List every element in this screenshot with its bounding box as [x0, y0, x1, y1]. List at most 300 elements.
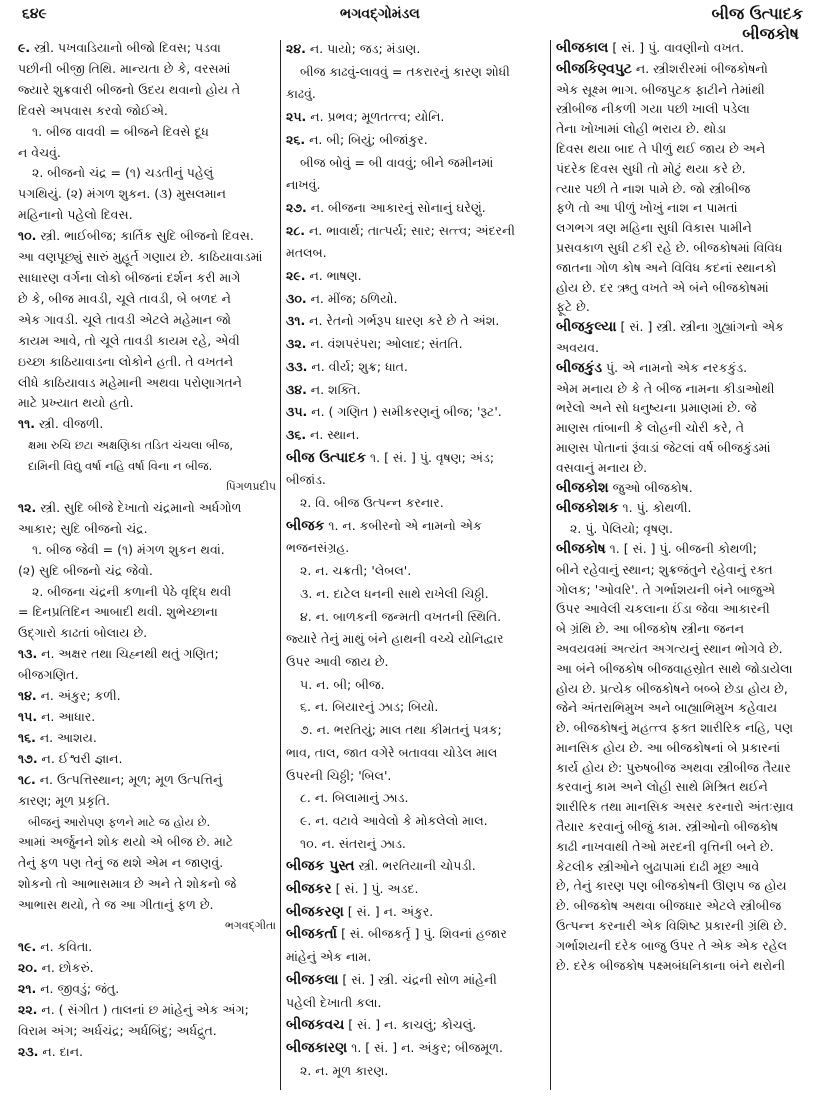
line-text: એક ગાવડી. ચૂલે તાવડી એટલે મહેમાન જો [18, 311, 232, 327]
line-text: ન. સ્ત્રીશરીરમાં બીજકોષનો [631, 60, 768, 76]
line-text: ૧. [ સં. ] ન. અંકુર; બીજમૂળ. [347, 1039, 503, 1055]
text-line [556, 679, 814, 699]
line-text: માણસ પોતાનાં રૂંવાડાં જેટલાં વર્ષ બીજકુંડમાં [556, 439, 771, 455]
sense-line [18, 728, 276, 749]
line-text: સ્ત્રી. સુદિ બીજે દેખાતો ચંદ્રમાનો અર્ધગોળ [36, 499, 242, 515]
text-line [18, 477, 276, 498]
line-text: ન. મીંજ; ઠળિયો. [306, 290, 398, 306]
line-text: માંહેનું એક નામ. [286, 949, 372, 965]
line-text: બીજનું આરોપણ ફળને માટે જ હોય છે. [28, 814, 211, 829]
text-line [556, 916, 814, 936]
text-line [18, 122, 276, 143]
line-text: મહિનાનો પહેલો દિવસ. [18, 207, 133, 223]
entry-headword-line [286, 969, 544, 992]
text-line [18, 310, 276, 331]
line-text: એમ મનાય છે કે તે બીજ નામના કીડાઓથી [556, 380, 775, 396]
text-line [18, 143, 276, 164]
sense-number: ૨૧. [18, 980, 37, 996]
column-3 [556, 38, 814, 975]
column-divider [280, 40, 281, 1090]
entry-headword-line [286, 901, 544, 924]
sense-line [18, 707, 276, 728]
line-text: ૧. [ સં. ] પું. વૃષણ; અંડ; [366, 449, 495, 465]
line-text: ન. સ્થાન. [306, 426, 360, 442]
line-text: તેના ખોખામાં લોહી ભરાય છે. થોડા [556, 121, 727, 137]
column-1 [18, 38, 276, 1062]
text-line [286, 810, 544, 833]
sense-number: ૨૨. [18, 1001, 38, 1017]
line-text: ન. આધાર. [37, 709, 96, 724]
line-text: ૪. ન. બાળકની જન્મતી વખતની સ્થિતિ. [300, 608, 502, 624]
sense-number: ૧૦. [18, 228, 37, 244]
page-number: ૬૪૯ [22, 6, 47, 22]
text-line [556, 159, 814, 179]
text-line [286, 1060, 544, 1083]
sense-number: ૧૯. [18, 938, 37, 954]
line-text: દિવસ થયા બાદ તે પીળું થઈ જાય છે અને [556, 140, 766, 156]
text-line [556, 297, 814, 317]
line-text: કાઢી નાખવાથી તેઓ મરદની વૃત્તિની બને છે. [556, 838, 774, 854]
text-line [556, 258, 814, 278]
line-text: કાયમ આવે, તો ચૂલે તાવડી કાયમ રહે, એવી [18, 332, 240, 348]
sense-number: ૩૧. [286, 313, 306, 329]
text-line [556, 139, 814, 159]
line-text: ૮. ન. બિલામાનું ઝાડ. [300, 790, 409, 806]
line-text: [ સં. ] સ્ત્રી. સ્ત્રીના ગુહ્યાંગનો એક [616, 319, 784, 335]
line-text: બીજગણિત. [18, 667, 79, 683]
sense-number: ૨૯. [286, 268, 306, 284]
line-text: આભાસ થયો, તે જ આ ગીતાનું ફળ છે. [18, 897, 214, 913]
line-text: ન. પાયો; જડ; મંડાણ. [305, 41, 421, 56]
headword: બીજકર્તા [286, 926, 338, 943]
sense-line [18, 1042, 276, 1063]
guide-word-first: બીજ ઉત્પાદક [711, 4, 803, 23]
text-line [286, 152, 544, 175]
text-line [556, 238, 814, 258]
line-text: માણસ તાંબાની કે લોહની ચોરી કરે, તે [556, 420, 744, 436]
sense-line [18, 498, 276, 519]
line-text: ૯. ન. વટાવે આવેલો કે મોકલેલો માલ. [300, 812, 488, 828]
text-line [286, 833, 544, 856]
line-text: ૧. પું. કોથળી. [618, 500, 692, 516]
sense-line [18, 644, 276, 665]
line-text: ન. જીવડું; જંતુ. [36, 980, 120, 996]
text-line [556, 936, 814, 956]
text-line [18, 582, 276, 603]
text-line [556, 379, 814, 399]
text-line [556, 218, 814, 238]
text-line [286, 765, 544, 788]
sense-line [286, 379, 544, 402]
sense-number: ૨૩. [18, 1043, 39, 1059]
sense-line [18, 38, 276, 59]
line-text: ૧. બીજ વાવવી = બીજને દિવસે દૂધ [32, 123, 209, 139]
text-line [286, 242, 544, 265]
line-text: સ્ત્રી. ભાઈબીજ; કાર્તિક સુદિ બીજનો દિવસ. [36, 228, 254, 244]
column-2 [286, 38, 544, 1082]
line-text: જાતના ગોળ કોષ અને વિવિધ કદનાં સ્થાનકો [556, 259, 777, 275]
sense-line [18, 414, 276, 435]
line-text: પિંગળપ્રદીપ [226, 480, 276, 494]
line-text: છે. દરેક બીજકોષ પક્ષ્મબંધનિકાના બંને થરોની [556, 957, 786, 973]
line-text: કાર્ય હોય છે: પુરુષબીજ અથવા સ્ત્રીબીજ તૈયાર [556, 759, 791, 775]
headword: બીજ ઉત્પાદક [286, 449, 367, 466]
text-line [556, 777, 814, 797]
line-text: = દિનપ્રતિદિન આબાદી થવી. શુભેચ્છાના [18, 604, 218, 620]
headword: બીજકરણ [286, 903, 344, 920]
guide-word-last: બીજકોષ [742, 24, 799, 43]
entry-headword-line [286, 878, 544, 901]
line-text: [ સં. બીજકર્તૃ ] પું. શિવનાં હજાર [337, 926, 507, 942]
headword: બીજકર [286, 881, 332, 898]
line-text: ભાવ, તાલ, જાત વગેરે બતાવવા ચોડેલ માલ [286, 744, 498, 760]
line-text: ઉત્પન્ન કરનારી એક વિશિષ્ટ પ્રકારની ગ્રંથિ છે. [556, 918, 788, 934]
line-text: છે કે, બીજ માવડી, ચૂલે તાવડી, બે બળદ ને [18, 290, 231, 306]
text-line [556, 619, 814, 639]
text-line [18, 1021, 276, 1042]
line-text: ફળે તો આ પીળું ખોખું નાશ ન પામતાં [556, 200, 738, 216]
sense-number: ૩૩. [286, 358, 308, 374]
line-text: માનસિક હોય છે. આ બીજકોષનાં બે પ્રકારનાં [556, 739, 781, 755]
line-text: એક સૂક્ષ્મ ભાગ. બીજપુટક ફાટીને તેમાંથી [556, 81, 765, 97]
text-line [286, 606, 544, 629]
text-line [556, 698, 814, 718]
line-text: ૧. બીજ જેવી = (૧) મંગળ શુકન થવાં. [32, 541, 225, 557]
line-text: શોકનો તો આભાસમાત્ર છે અને તે શોકનો જે [18, 876, 237, 892]
text-line [18, 59, 276, 80]
text-line [286, 696, 544, 719]
line-text: જેને અંતરાભિમુખ અને બાહ્યાભિમુખ કહેવાય [556, 700, 778, 716]
line-text: ન. ( ગણિત ) સમીકરણનું બીજ; 'રૂટ'. [307, 404, 502, 420]
line-text: પછીની બીજી તિથિ. માન્યતા છે કે, વરસમાં [18, 60, 231, 76]
line-text: ૧૦. ન. સંતરાનું ઝાડ. [300, 835, 406, 851]
text-line [18, 163, 276, 184]
line-text: અવયવમાં અત્યંત અગત્યનું સ્થાન ભોગવે છે. [556, 640, 783, 656]
text-line [18, 665, 276, 686]
sense-number: ૩૪. [286, 381, 307, 397]
line-text: [ સં. ] ન. કાચલું; કોચલું. [344, 1017, 477, 1033]
line-text: આમાં અર્જુનને શોક થયો એ બીજ છે. માટે [18, 834, 234, 850]
text-line [286, 492, 544, 515]
column-divider [550, 40, 551, 1090]
line-text: ન. ભાવાર્થ; તાત્પર્ય; સાર; સત્ત્વ; અંદરની [304, 222, 515, 238]
text-line [556, 659, 814, 679]
sense-line [18, 770, 276, 791]
line-text: માટે પ્રખ્યાત થયો હતો. [18, 395, 134, 411]
entry-headword-line [286, 447, 544, 470]
sense-line [18, 226, 276, 247]
line-text: સ્ત્રી. પખવાડિયાનો બીજો દિવસ; પડવા [30, 40, 221, 55]
text-line [18, 895, 276, 916]
line-text: દામિની વિદ્યુ વર્ષા નહિ વર્ષા વિના ન બીજ. [28, 459, 213, 474]
line-text: બે ગ્રંથિ છે. આ બીજકોષ સ્ત્રીના જનન [556, 621, 745, 637]
sense-number: ૧૫. [18, 709, 38, 724]
text-line [18, 373, 276, 394]
book-title: ભગવદ્ગોમંડલ [340, 6, 420, 22]
line-text: ન. ભાષણ. [305, 268, 362, 284]
line-text: ભગવદ્ગીતા [225, 919, 276, 933]
text-line [556, 758, 814, 778]
line-text: કાઢવું. [286, 86, 316, 102]
text-line [286, 469, 544, 492]
line-text: ભજનસંગ્રહ. [286, 540, 350, 556]
text-line [286, 719, 544, 742]
line-text: ૨. બીજના ચંદ્રની કળાની પેઠે વૃદ્ધિ થવી [32, 583, 232, 599]
sense-number: ૨૭. [286, 199, 307, 215]
line-text: ન. શક્તિ. [306, 381, 361, 397]
entry-headword-line [286, 855, 544, 878]
line-text: સ્ત્રીબીજ નીકળી ગયા પછી ખાલી પડેલા [556, 101, 750, 117]
entry-headword-line [556, 38, 814, 59]
line-text: સાધારણ વર્ગના લોકો બીજનાં દર્શન કરી માગે [18, 269, 241, 285]
line-text: ત્યાર પછી તે નાશ પામે છે. જો સ્ત્રીબીજ [556, 180, 751, 196]
text-line [286, 651, 544, 674]
line-text: ભરેલો અને સો ધનુષ્યના પ્રમાણમાં છે. જે [556, 400, 757, 416]
line-text: સ્ત્રી. ભરતિયાની ચોપડી. [354, 858, 476, 874]
headword: બીજકોશક [556, 500, 619, 517]
sense-number: ૧૮. [18, 771, 36, 787]
line-text: ઉપર આવેલી ચકલાના ઈંડા જેવા આકારની [556, 601, 770, 617]
line-text: વિરામ અંગ; અર્ધચંદ્ર; અર્ધબિંદુ; અર્ધદ્રુત. [18, 1022, 217, 1038]
sense-number: ૧૧. [18, 416, 35, 432]
line-text: ૨. વિ. બીજ ઉત્પન્ન કરનાર. [300, 495, 444, 511]
line-text: ન વેચવું. [18, 144, 61, 160]
text-line [556, 797, 814, 817]
text-line [286, 61, 544, 84]
text-line [556, 837, 814, 857]
sense-number: ૩૫. [286, 404, 308, 420]
sense-line [286, 38, 544, 61]
sense-number: ૯. [18, 40, 31, 55]
text-line [556, 99, 814, 119]
line-text: ૧. [ સં. ] પું. બીજની કોથળી; [605, 540, 757, 556]
line-text: જુઓ બીજકોષ. [608, 479, 693, 495]
headword: બીજકોશ [556, 479, 609, 496]
line-text: ૨. પું. પેલિયો; વૃષણ. [570, 521, 673, 537]
line-text: ક્ષમા રુચિ છટા અક્ષણિકા તડિત ચંચલા બીજ, [28, 438, 234, 453]
line-text: ૭. ન. ભરતિયું; માલ તથા કીમતનું પત્રક; [300, 722, 502, 738]
line-text: મતલબ. [286, 245, 327, 261]
text-line [556, 458, 814, 478]
line-text: ઇચ્છા કાઠિયાવાડના લોકોને હતી. તે વખતને [18, 353, 234, 369]
text-line [286, 174, 544, 197]
sense-line [286, 265, 544, 288]
line-text: તેનું ફળ પણ તેનું જ થશે એમ ન જાણવું. [18, 855, 224, 871]
sense-line [18, 686, 276, 707]
text-line [556, 599, 814, 619]
text-line [18, 540, 276, 561]
line-text: ઉદ્ગારો કાઢતાં બોલાય છે. [18, 625, 148, 641]
sense-number: ૨૫. [286, 109, 307, 125]
text-line [556, 639, 814, 659]
line-text: ૬. ન. બિયારનું ઝાડ; બિયો. [300, 699, 439, 715]
sense-number: ૨૮. [286, 222, 305, 238]
text-line [18, 874, 276, 895]
sense-number: ૩૨. [286, 336, 307, 352]
line-text: [ સં. ] ન. અંકુર. [343, 903, 434, 919]
line-text: તૈયાર કરવાનું બીજું કામ. સ્ત્રીઓનો બીજકોષ [556, 819, 779, 835]
line-text: આ બંને બીજકોષ બીજવાહસ્રોત સાથે જોડાયેલા [556, 660, 793, 676]
sense-line [18, 1000, 276, 1021]
text-line [286, 742, 544, 765]
line-text: ૧. ન. કબીરનો એ નામનો એક [324, 517, 482, 533]
line-text: ન. ( સંગીત ) તાલનાં છ માંહેનું એક અંગ; [37, 1001, 249, 1017]
entry-headword-line [286, 923, 544, 946]
headword: બીજકુલ્યા [556, 319, 617, 336]
text-line [556, 438, 814, 458]
text-line [18, 352, 276, 373]
sense-number: ૧૭. [18, 750, 38, 766]
line-text: ન. પ્રભવ; મૂળતત્ત્વ; યોનિ. [306, 109, 445, 125]
text-line [556, 896, 814, 916]
headword: બીજકાલ [556, 40, 609, 56]
text-line [18, 519, 276, 540]
headword: બીજકિણ્વપુટ [556, 60, 632, 77]
text-line [286, 946, 544, 969]
text-line [556, 876, 814, 896]
line-text: ગોલક; 'ઓવરિ'. તે ગર્ભાશયની બંને બાજુએ [556, 581, 776, 597]
entry-headword-line [556, 478, 814, 499]
line-text: હોય છે. દર ઋતુ વખતે એ બંને બીજકોષમાં [556, 279, 769, 295]
headword: બીજકવચ [286, 1017, 345, 1034]
sense-line [286, 220, 544, 243]
line-text: [ સં. ] સ્ત્રી. ચંદ્રની સોળ માંહેની [338, 971, 497, 987]
line-text: ૩. ન. દાટેલ ધનની સાથે રાખેલી ચિઠ્ઠી. [300, 585, 489, 601]
text-line [18, 205, 276, 226]
line-text: કેટલીક સ્ત્રીઓને બુઢાપામાં દાઢી મૂછ આવે [556, 858, 760, 874]
line-text: નાખવું. [286, 177, 321, 193]
text-line [556, 857, 814, 877]
text-line [18, 602, 276, 623]
sense-line [286, 197, 544, 220]
line-text: વસવાનું મનાય છે. [556, 459, 648, 475]
text-line [556, 418, 814, 438]
line-text: ન. દાન. [38, 1043, 83, 1059]
line-text: ઉપર આવી જાય છે. [286, 653, 389, 669]
sense-line [286, 401, 544, 424]
line-text: ૨. ન. મૂળ કારણ. [300, 1062, 389, 1078]
line-text: અવયવ. [556, 339, 599, 355]
text-line [286, 537, 544, 560]
text-line [18, 853, 276, 874]
text-line [286, 560, 544, 583]
line-text: [ સં. ] પું. અડદ. [331, 881, 419, 897]
sense-number: ૨૦. [18, 959, 38, 975]
line-text: હોય છે. પ્રત્યેક બીજકોષને બબ્બે છેડા હોય છે, [556, 680, 788, 696]
entry-headword-line [286, 515, 544, 538]
text-line [286, 992, 544, 1015]
line-text: લીધે કાઠિયાવાડ મહેમાની અથવા પરોણાગતને [18, 374, 242, 390]
sense-number: ૨૪. [286, 41, 306, 56]
sense-number: ૧૩. [18, 646, 38, 662]
text-line [556, 956, 814, 976]
text-line [18, 80, 276, 101]
text-line [18, 623, 276, 644]
entry-headword-line [556, 358, 814, 379]
text-line [556, 119, 814, 139]
line-text: પ્રસવકાળ સુધી ટકી રહે છે. બીજકોષમાં વિવિધ [556, 239, 783, 255]
headword: બીજકોષ [556, 540, 606, 557]
sense-line [286, 106, 544, 129]
sense-line [286, 310, 544, 333]
text-line [556, 519, 814, 539]
line-text: બીને રહેવાનું સ્થાન; શુક્રજંતુને રહેવાનું રક્ત [556, 561, 773, 577]
line-text: કારણ; મૂળ પ્રકૃતિ. [18, 792, 111, 808]
text-line [556, 560, 814, 580]
line-text: બીજાંડ. [286, 472, 326, 488]
sense-line [286, 333, 544, 356]
line-text: આકાર; સુદિ બીજનો ચંદ્ર. [18, 520, 148, 536]
text-line [18, 331, 276, 352]
text-line [18, 916, 276, 937]
entry-headword-line [556, 59, 814, 80]
sense-number: ૩૦. [286, 290, 307, 306]
line-text: સ્ત્રી. વીજળી. [35, 416, 104, 432]
line-text: શારીરિક તથા માનસિક અસર કરનારો અંતઃસ્રાવ [556, 799, 794, 815]
line-text: ન. ઈશ્વરી જ્ઞાન. [37, 750, 123, 766]
line-text: ન. કવિતા. [36, 938, 93, 954]
sense-line [18, 937, 276, 958]
text-line [556, 817, 814, 837]
text-line [18, 435, 276, 456]
line-text: ફૂટે છે. [556, 299, 590, 315]
sense-number: ૧૬. [18, 729, 36, 745]
line-text: કરવાનું કામ અને લોહી સાથે મિશ્રિત થઈને [556, 779, 768, 795]
entry-headword-line [286, 1037, 544, 1060]
line-text: [ સં. ] પું. વાવણીનો વખત. [608, 40, 745, 55]
entry-headword-line [556, 539, 814, 560]
entry-headword-line [286, 1014, 544, 1037]
headword: બીજક [286, 517, 325, 534]
text-line [556, 338, 814, 358]
sense-line [286, 424, 544, 447]
line-text: છે. બીજકોષનું મહત્ત્વ ફક્ત શારીરિક નહિ, પણ [556, 720, 794, 736]
text-line [556, 738, 814, 758]
text-line [18, 184, 276, 205]
text-line [286, 628, 544, 651]
line-text: ગર્ભાશયની દરેક બાજુ ઉપર તે એક એક રહેલ [556, 937, 788, 953]
line-text: ન. અંકુર; કળી. [36, 688, 121, 704]
text-line [18, 561, 276, 582]
sense-number: ૧૪. [18, 688, 37, 704]
line-text: ન. વંશપરંપરા; ઓલાદ; સંતતિ. [306, 336, 463, 352]
line-text: ન. વીર્ય; શુક્ર; ધાત. [307, 358, 408, 374]
text-line [18, 456, 276, 477]
headword: બીજકુંડ [556, 359, 603, 376]
sense-line [286, 288, 544, 311]
line-text: ૨. ન. ચક્રતી; 'લેબલ'. [300, 563, 412, 579]
text-line [18, 393, 276, 414]
sense-line [18, 958, 276, 979]
text-line [556, 398, 814, 418]
line-text: પું. એ નામનો એક નરકકુંડ. [602, 359, 748, 375]
text-line [18, 832, 276, 853]
line-text: દિવસે અપવાસ કરવો જોઈએ. [18, 102, 168, 118]
text-line [18, 791, 276, 812]
line-text: ન. આશય. [35, 729, 97, 745]
sense-line [286, 129, 544, 152]
line-text: બીજ બોવું = બી વાવવું; બીને જમીનમાં [300, 154, 494, 170]
text-line [286, 674, 544, 697]
entry-headword-line [556, 317, 814, 338]
text-line [18, 101, 276, 122]
text-line [18, 268, 276, 289]
line-text: જ્યારે શુક્રવારી બીજનો ઉદય થવાનો હોય તે [18, 81, 241, 97]
headword: બીજક પુસ્ત [286, 858, 355, 875]
line-text: છે, તેનું કારણ પણ બીજકોષની ઊણપ જ હોય [556, 878, 787, 894]
line-text: ન. ઉત્પત્તિસ્થાન; મૂળ; મૂળ ઉત્પત્તિનું [35, 771, 223, 787]
text-line [556, 80, 814, 100]
